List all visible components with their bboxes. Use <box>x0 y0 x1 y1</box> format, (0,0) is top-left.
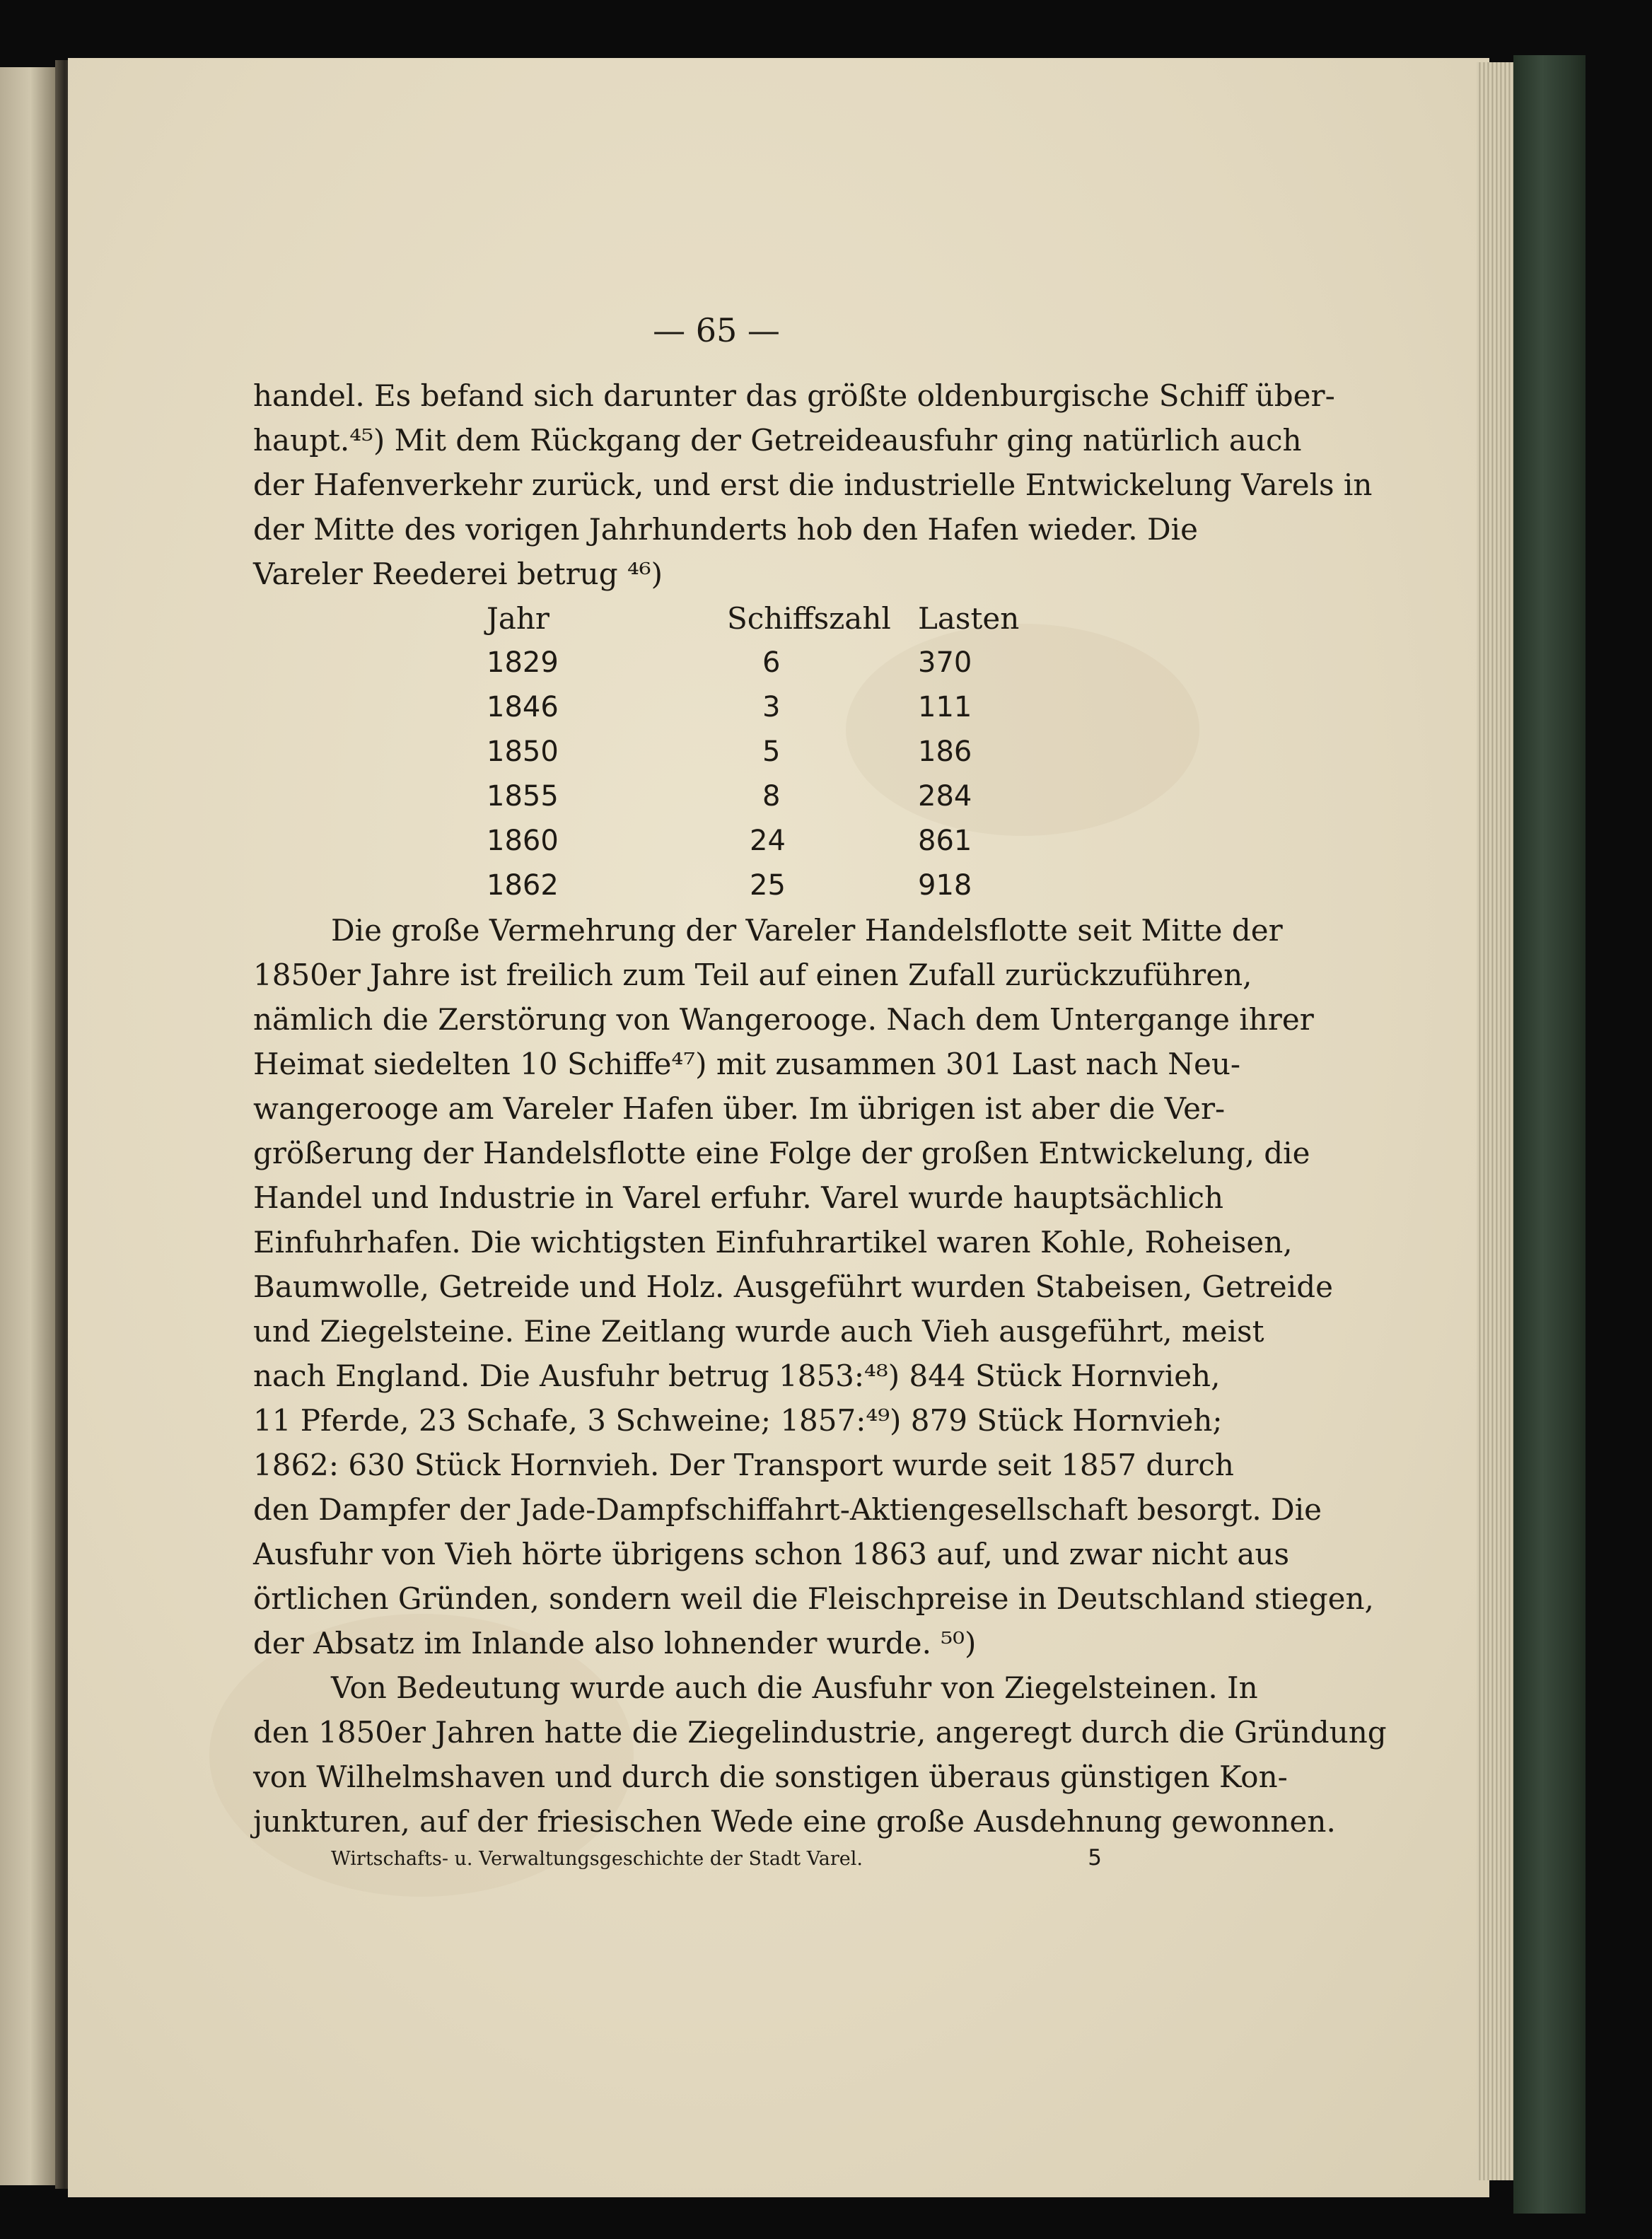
text-line: Einfuhrhafen. Die wichtigsten Einfuhrartikel waren Kohle, Roheisen, <box>253 1225 1293 1260</box>
text-line: Handel und Industrie in Varel erfuhr. Varel wurde hauptsächlich <box>253 1180 1224 1215</box>
text-line: 11 Pferde, 23 Schafe, 3 Schweine; 1857:⁴⁹) 879 Stück Hornvieh; <box>253 1403 1223 1438</box>
table-cell-lasten: 186 <box>918 735 972 768</box>
text-line: der Mitte des vorigen Jahrhunderts hob den Hafen wieder. Die <box>253 512 1198 547</box>
table-header-schiffszahl: Schiffszahl <box>727 601 891 636</box>
table-header-jahr: Jahr <box>487 601 550 636</box>
paragraph-1 <box>253 373 1373 596</box>
table-cell-lasten: 284 <box>918 780 972 813</box>
text-line: Die große Vermehrung der Vareler Handelsflotte seit Mitte der <box>331 913 1283 948</box>
page-number: — 65 — <box>653 311 780 349</box>
text-line: den Dampfer der Jade-Dampfschiffahrt-Aktiengesellschaft besorgt. Die <box>253 1492 1322 1527</box>
signature-mark: 5 <box>1088 1845 1102 1871</box>
table-cell-year: 1846 <box>487 691 559 723</box>
table-header-lasten: Lasten <box>918 601 1020 636</box>
table-cell-year: 1855 <box>487 780 559 813</box>
table-cell-ships: 5 <box>762 735 781 768</box>
text-line: 1862: 630 Stück Hornvieh. Der Transport wurde seit 1857 durch <box>253 1448 1234 1482</box>
text-line: Baumwolle, Getreide und Holz. Ausgeführt wurden Stabeisen, Getreide <box>253 1269 1333 1304</box>
text-line: junkturen, auf der friesischen Wede eine große Ausdehnung gewonnen. <box>253 1804 1336 1839</box>
table-cell-ships: 6 <box>762 646 781 679</box>
text-line: örtlichen Gründen, sondern weil die Fleischpreise in Deutschland stiegen, <box>253 1581 1374 1616</box>
text-line: der Absatz im Inlande also lohnender wurde. ⁵⁰) <box>253 1626 977 1661</box>
text-line: nämlich die Zerstörung von Wangerooge. Nach dem Untergange ihrer <box>253 1002 1314 1037</box>
text-line: den 1850er Jahren hatte die Ziegelindustrie, angeregt durch die Gründung <box>253 1715 1387 1750</box>
page-footer <box>253 1845 1180 1871</box>
left-page-edge <box>0 67 55 2185</box>
text-line: Ausfuhr von Vieh hörte übrigens schon 1863 auf, und zwar nicht aus <box>253 1537 1290 1571</box>
table-cell-lasten: 861 <box>918 825 972 857</box>
table-cell-year: 1829 <box>487 646 559 679</box>
text-line: Vareler Reederei betrug ⁴⁶) <box>253 557 663 591</box>
page-content <box>253 311 1387 1871</box>
table-cell-ships: 25 <box>750 869 786 902</box>
table-cell-year: 1850 <box>487 735 559 768</box>
text-line: haupt.⁴⁵) Mit dem Rückgang der Getreideausfuhr ging natürlich auch <box>253 423 1302 458</box>
text-line: nach England. Die Ausfuhr betrug 1853:⁴⁸) 844 Stück Hornvieh, <box>253 1359 1221 1393</box>
table-cell-lasten: 370 <box>918 646 972 679</box>
text-line: handel. Es befand sich darunter das größte oldenburgische Schiff über- <box>253 378 1335 413</box>
text-line: der Hafenverkehr zurück, und erst die industrielle Entwickelung Varels in <box>253 467 1373 502</box>
table-cell-ships: 8 <box>762 780 781 813</box>
table-cell-lasten: 918 <box>918 869 972 902</box>
text-line: 1850er Jahre ist freilich zum Teil auf einen Zufall zurückzuführen, <box>253 958 1252 992</box>
text-line: von Wilhelmshaven und durch die sonstigen überaus günstigen Kon- <box>253 1760 1288 1794</box>
text-line: Heimat siedelten 10 Schiffe⁴⁷) mit zusammen 301 Last nach Neu- <box>253 1047 1241 1081</box>
text-line: Von Bedeutung wurde auch die Ausfuhr von Ziegelsteinen. In <box>331 1670 1258 1705</box>
reederei-table <box>487 596 1180 908</box>
paragraph-3 <box>253 1665 1387 1844</box>
text-line: wangerooge am Vareler Hafen über. Im übrigen ist aber die Ver- <box>253 1091 1226 1126</box>
table-cell-ships: 3 <box>762 691 781 723</box>
book-cover <box>1513 55 1586 2214</box>
table-cell-year: 1862 <box>487 869 559 902</box>
table-cell-year: 1860 <box>487 825 559 857</box>
table-cell-lasten: 111 <box>918 691 972 723</box>
text-line: und Ziegelsteine. Eine Zeitlang wurde auch Vieh ausgeführt, meist <box>253 1314 1264 1349</box>
running-footer-title: Wirtschafts- u. Verwaltungsgeschichte der Stadt Varel. <box>331 1848 863 1870</box>
text-line: größerung der Handelsflotte eine Folge der großen Entwickelung, die <box>253 1136 1310 1170</box>
paragraph-2 <box>253 908 1374 1665</box>
table-cell-ships: 24 <box>750 825 786 857</box>
